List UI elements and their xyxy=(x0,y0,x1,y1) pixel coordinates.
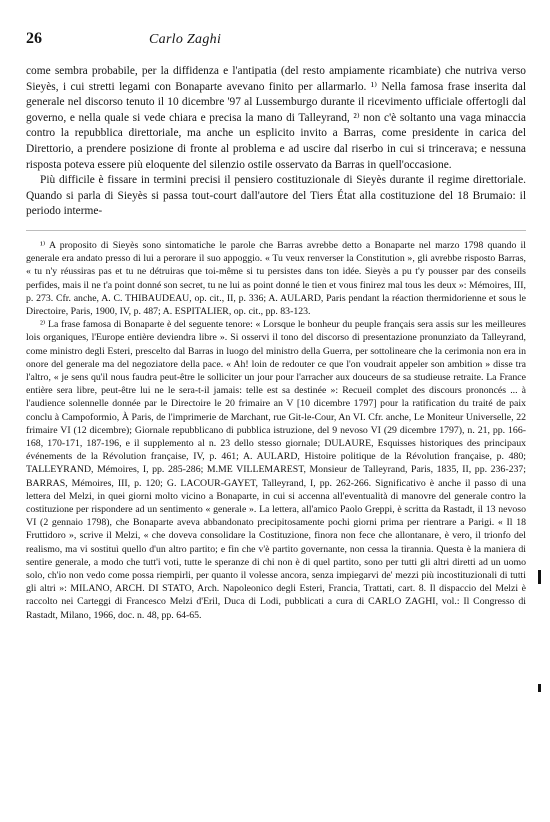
margin-scan-marks xyxy=(538,570,542,692)
paragraph-1: come sembra probabile, per la diffidenza e l'antipatia (del resto ampiamente ricambiate) che nutriva verso Sieyès, i cui stretti legami con Bonaparte avevano finito per allarmarlo. ¹⁾ Nella famosa frase inserita dal generale nel discorso tenuto il 10 dicembre '97 al Lussemburgo durante il ricevimento ufficiale offertogli dal governo, e nella quale si vede chiara e precisa la mano di Talleyrand, ²⁾ non c'è soltanto una vaga minaccia contro la repubblica direttoriale, ma anche un esplicito invito a Barras, come presidente in carica del Direttorio, a prendere posizione di fronte al problema e ad uscire dal riserbo in cui si trincerava; e nessuna risposta poteva essere più eloquente del silenzio ostile osservato da Barras in quell'occasione. xyxy=(26,65,526,171)
running-head: Carlo Zaghi xyxy=(149,32,222,47)
footnotes xyxy=(26,239,526,622)
book-page xyxy=(26,30,526,622)
footnote-2: ²⁾ La frase famosa di Bonaparte è del seguente tenore: « Lorsque le bonheur du peuple français sera assis sur les meilleures lois organiques, l'Europe entière deviendra libre ». Si osservi il tono del discorso di presentazione pronunziato da Talleyrand, come ministro degli Esteri, prescelto dal Barras in luogo del ministro della Guerra, per sottolineare che la cerimonia non era in onore del generale ma del negoziatore della pace. « Ah! loin de redouter ce que l'on voudrait appeler son ambition » disse tra l'altro, « je sens qu'il nous faudra peut-être le solliciter un jour pour l'arracher aux douceurs de sa studieuse retraite. La France entière sera libre, peut-être lui ne le sera-t-il jamais: telle est sa destinée »: Recueil complet des discours prononcés ... à l'audience solennelle donnée par le Directoire le 20 frimaire an V [10 dicembre 1797] pour la ratification du traité de paix conclu à Campoformio, À Paris, de l'imprimerie de Marchant, rue Git-le-Cour, An VI. Cfr. anche, Le Moniteur Universelle, 22 frimaire VI (12 dicembre); Giornale repubblicano di pubblica istruzione, del 9 nevoso VI (29 dicembre 1797), n. 21, pp. 166-168, 170-171, 187-196, e il supplemento al n. 23 dello stesso giornale; DULAURE, Esquisses historiques des principaux événements de la Révolution française, IV, p. 461; A. AULARD, Histoire politique de la Révolution française, p. 480; TALLEYRAND, Mémoires, I, pp. 285-286; M.ME VILLEMAREST, Monsieur de Talleyrand, Paris, 1835, II, pp. 236-237; BARRAS, Mémoires, III, p. 120; G. LACOUR-GAYET, Talleyrand, I, pp. 262-266. Significativo è anche il passo di una lettera del Melzi, in quei giorni molto vicino a Bonaparte, in cui si accenna all'eventualità di manovre del generale contro la costituzione per rispondere ad un sentimento « generale ». La lettera, all'amico Paolo Greppi, è scritta da Rastadt, il 13 nevoso VI (2 gennaio 1798), che Bonaparte aveva abbandonato precipitosamente pochi giorni prima per rientrare a Parigi. « Il 18 Fruttidoro », scrive il Melzi, « che doveva consolidare la Costituzione, finora non fece che allontanare, è vero, il trionfo del realismo, ma vi sostituì quello d'un altro partito; e fin che v'è partito governante, non cessa la tirannia. Questa è la maniera di sentire generale, a modo che tutt'i voti, tutte le speranze di chi non è di quel partito, sono per tutti gli altri diretti ad un uomo solo, ch'io non vedo come possa riempirli, per quanto il volesse ancora, senza impiegarvi de' mezzi più incostituzionali di tutti gli altri »: MILANO, ARCH. DI STATO, Arch. Napoleonico degli Esteri, Francia, Trattati, cart. 8. Il dispaccio del Melzi è raccolto nei Carteggi di Francesco Melzi d'Eril, Duca di Lodi, pubblicati a cura di CARLO ZAGHI, vol.: Il Congresso di Rastadt, Milano, 1966, doc. n. 48, pp. 64-65. xyxy=(26,319,526,621)
scan-mark xyxy=(538,570,541,584)
scan-mark xyxy=(538,684,541,692)
page-number: 26 xyxy=(26,30,42,47)
footnote-divider xyxy=(26,230,526,231)
footnote-1: ¹⁾ A proposito di Sieyès sono sintomatiche le parole che Barras avrebbe detto a Bonaparte nel marzo 1798 quando il generale era andato presso di lui a perorare il suo appoggio. « Tu veux renverser la Constitution », gli avrebbe risposto Barras, « tu n'y réussiras pas et tu ne détruiras que toi-même si tu persistes dans ton idée. Sieyès a pu t'y pousser par des conseils perfides, mais il ne t'a point donné son secret, tu ne lui as point donné le tien et vous finirez mal tous les deux »: Mémoires, III, p. 273. Cfr. anche, A. C. THIBAUDEAU, op. cit., II, p. 336; A. AULARD, Paris pendant la réaction thermidorienne et sous le Directoire, Paris, 1900, IV, p. 487; A. ESPITALIER, op. cit., pp. 83-123. xyxy=(26,239,526,317)
paragraph-2: Più difficile è fissare in termini precisi il pensiero costituzionale di Sieyès durante il regime direttoriale. Quando si parla di Sieyès si passa tout-court dall'autore del Tiers État alla costituzione del 18 Brumaio: il periodo interme- xyxy=(26,174,526,218)
main-text xyxy=(26,64,526,220)
page-header xyxy=(26,30,526,54)
